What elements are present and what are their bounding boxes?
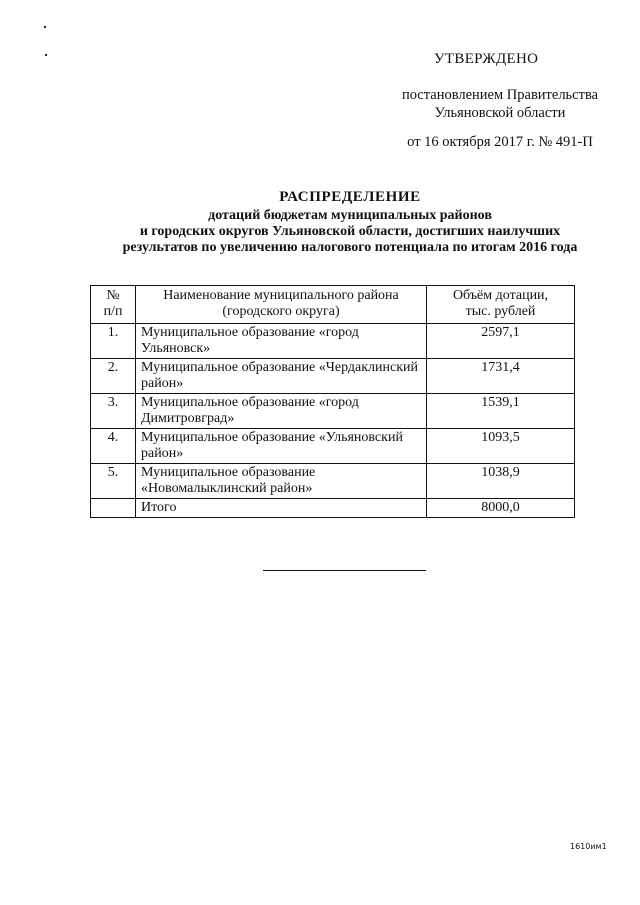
approval-region: Ульяновской области — [434, 105, 566, 121]
row-name: Муниципальное образование «Чердаклинский район» — [136, 359, 427, 394]
table-header-row — [91, 286, 575, 324]
row-name: Муниципальное образование «город Димитровград» — [136, 394, 427, 429]
scan-speck — [44, 26, 46, 28]
table-total-row — [91, 499, 575, 518]
document-subtitle-line: дотаций бюджетам муниципальных районов — [208, 208, 492, 223]
total-number-empty — [91, 499, 136, 518]
scan-speck — [45, 54, 47, 56]
header-value: Объём дотации, тыс. рублей — [427, 286, 575, 324]
document-subtitle-line: результатов по увеличению налогового потенциала по итогам 2016 года — [122, 240, 578, 255]
closing-divider — [263, 570, 426, 571]
row-number: 3. — [91, 394, 136, 429]
table-row — [91, 359, 575, 394]
approval-title: УТВЕРЖДЕНО — [434, 51, 539, 67]
distribution-table — [90, 285, 575, 518]
row-number: 4. — [91, 429, 136, 464]
table-row — [91, 324, 575, 359]
total-label: Итого — [136, 499, 427, 518]
row-number: 1. — [91, 324, 136, 359]
row-number: 2. — [91, 359, 136, 394]
row-value: 2597,1 — [427, 324, 575, 359]
document-subtitle-line: и городских округов Ульяновской области, достигших наилучших — [139, 224, 561, 239]
header-number: № п/п — [91, 286, 136, 324]
row-name: Муниципальное образование «город Ульяновск» — [136, 324, 427, 359]
table-row — [91, 429, 575, 464]
row-value: 1038,9 — [427, 464, 575, 499]
document-code: 1610им1 — [570, 842, 607, 851]
row-name: Муниципальное образование «Новомалыклинский район» — [136, 464, 427, 499]
row-name: Муниципальное образование «Ульяновский район» — [136, 429, 427, 464]
approval-issuer: постановлением Правительства — [401, 87, 599, 103]
total-value: 8000,0 — [427, 499, 575, 518]
row-value: 1093,5 — [427, 429, 575, 464]
row-value: 1731,4 — [427, 359, 575, 394]
table-row — [91, 394, 575, 429]
table-row — [91, 464, 575, 499]
approval-date-number: от 16 октября 2017 г. № 491-П — [407, 134, 593, 150]
row-number: 5. — [91, 464, 136, 499]
document-title: РАСПРЕДЕЛЕНИЕ — [279, 189, 421, 205]
header-name: Наименование муниципального района (городского округа) — [136, 286, 427, 324]
row-value: 1539,1 — [427, 394, 575, 429]
